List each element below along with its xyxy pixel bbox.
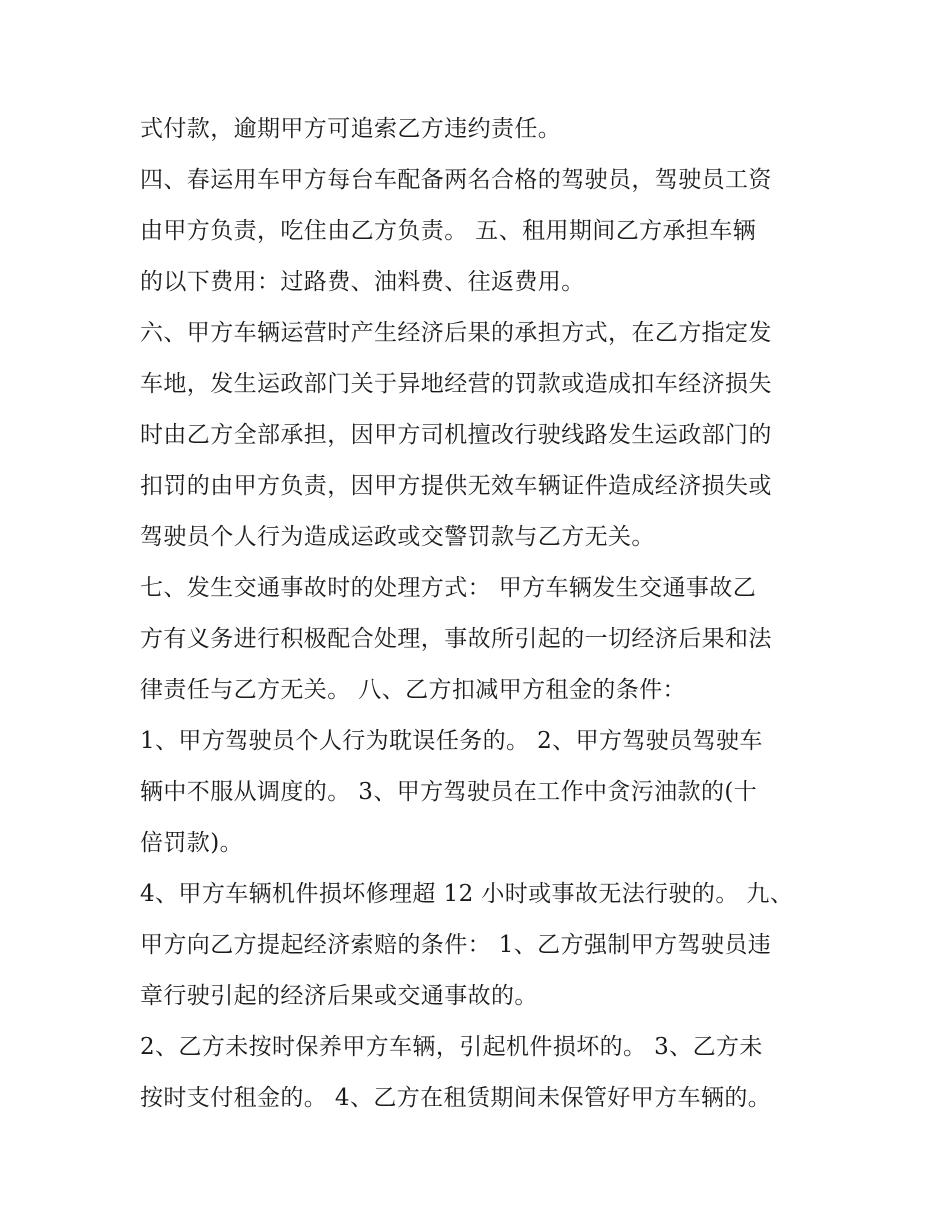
text-line: 四、春运用车甲方每台车配备两名合格的驾驶员，驾驶员工资 [140, 167, 772, 193]
text-line: 式付款，逾期甲方可追索乙方违约责任。 [140, 116, 562, 142]
text-line: 由甲方负责，吃住由乙方负责。 五、租用期间乙方承担车辆 [140, 218, 757, 244]
text-line: 章行驶引起的经济后果或交通事故的。 [140, 983, 538, 1009]
text-line: 律责任与乙方无关。 八、乙方扣减甲方租金的条件： [140, 677, 686, 703]
text-line: 甲方向乙方提起经济索赔的条件： 1、乙方强制甲方驾驶员违 [140, 932, 772, 958]
text-line: 2、乙方未按时保养甲方车辆，引起机件损坏的。 3、乙方未 [140, 1034, 763, 1060]
text-line: 车地，发生运政部门关于异地经营的罚款或造成扣车经济损失 [140, 371, 772, 397]
text-line: 按时支付租金的。 4、乙方在租赁期间未保管好甲方车辆的。 [140, 1085, 772, 1111]
text-line: 倍罚款)。 [140, 830, 243, 856]
text-line: 扣罚的由甲方负责，因甲方提供无效车辆证件造成经济损失或 [140, 473, 772, 499]
text-line: 1、甲方驾驶员个人行为耽误任务的。 2、甲方驾驶员驾驶车 [140, 728, 763, 754]
text-line: 的以下费用：过路费、油料费、往返费用。 [140, 269, 585, 295]
text-line: 方有义务进行积极配合处理，事故所引起的一切经济后果和法 [140, 626, 772, 652]
text-line: 六、甲方车辆运营时产生经济后果的承担方式，在乙方指定发 [140, 320, 772, 346]
text-line: 驾驶员个人行为造成运政或交警罚款与乙方无关。 [140, 524, 655, 550]
text-line: 4、甲方车辆机件损坏修理超 12 小时或事故无法行驶的。 九、 [140, 881, 794, 907]
document-body [140, 104, 820, 1124]
text-line: 辆中不服从调度的。 3、甲方驾驶员在工作中贪污油款的(十 [140, 779, 758, 805]
text-line: 七、发生交通事故时的处理方式： 甲方车辆发生交通事故乙 [140, 575, 757, 601]
text-line: 时由乙方全部承担，因甲方司机擅改行驶线路发生运政部门的 [140, 422, 772, 448]
